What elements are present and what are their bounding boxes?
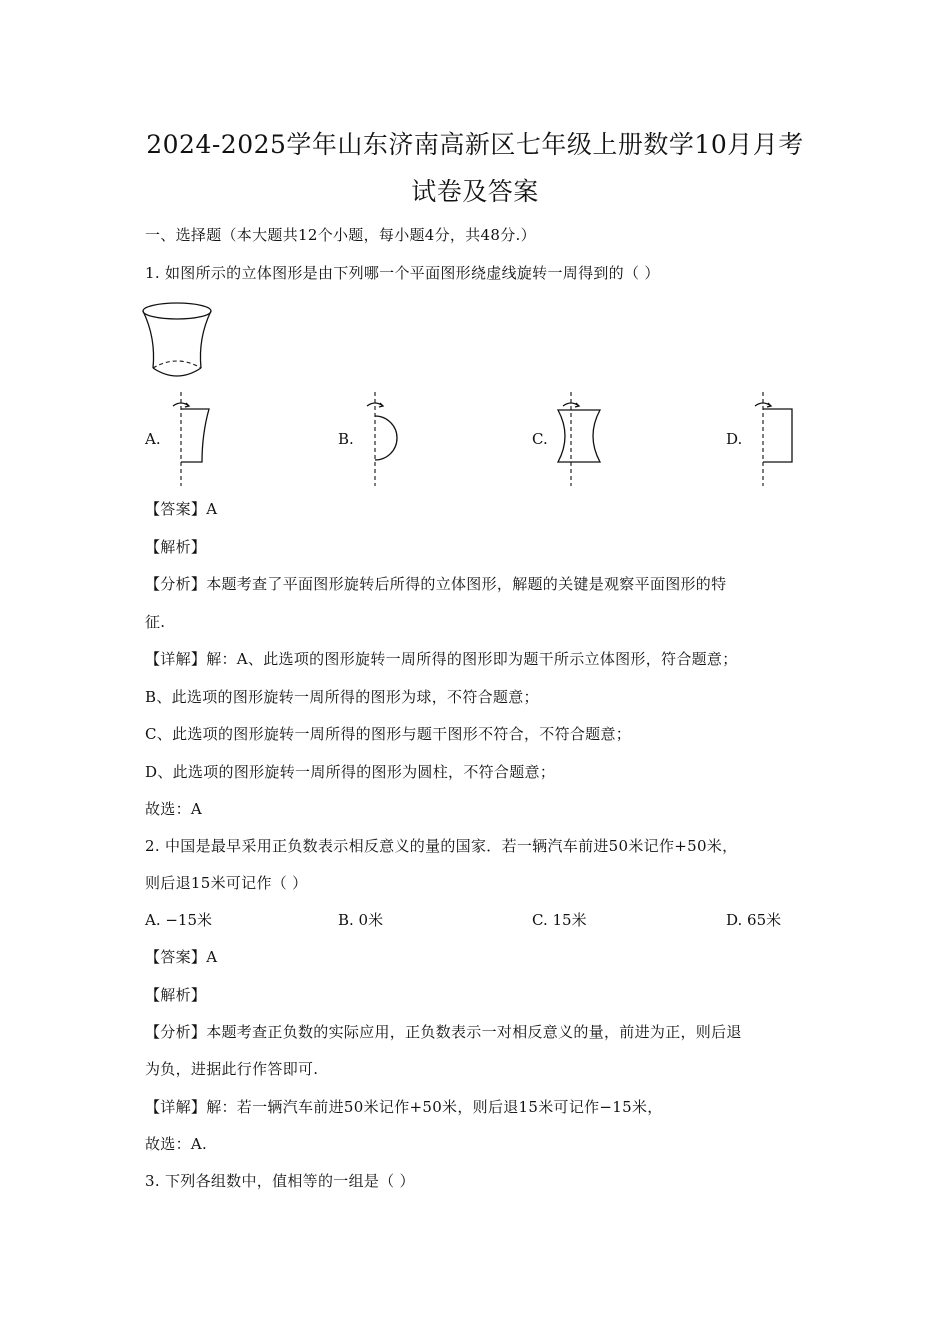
q1-analysis-line2: 征. xyxy=(145,613,166,631)
q2-analysis-line1: 【分析】本题考查正负数的实际应用，正负数表示一对相反意义的量，前进为正，则后退 xyxy=(145,1023,742,1041)
q2-option-d: D. 65米 xyxy=(726,911,782,929)
option-d-figure xyxy=(750,392,800,488)
q2-analysis-line2: 为负，进据此行作答即可. xyxy=(145,1060,319,1078)
q1-analysis-line1: 【分析】本题考查了平面图形旋转后所得的立体图形，解题的关键是观察平面图形的特 xyxy=(145,575,727,593)
question-2-stem-line2: 则后退15米可记作（ ） xyxy=(145,874,308,892)
question-1-stem: 1. 如图所示的立体图形是由下列哪一个平面图形绕虚线旋转一周得到的（ ） xyxy=(145,264,660,282)
q2-analysis-label: 【解析】 xyxy=(145,986,207,1004)
q1-detail-4: D、此选项的图形旋转一周所得的图形为圆柱，不符合题意； xyxy=(145,763,556,781)
q2-answer: 【答案】A xyxy=(145,948,218,966)
section-heading: 一、选择题（本大题共12个小题，每小题4分，共48分.） xyxy=(145,226,536,244)
option-b-figure xyxy=(362,392,412,488)
q1-analysis-label: 【解析】 xyxy=(145,538,207,556)
q1-conclusion: 故选：A xyxy=(145,800,203,818)
document-title-line1: 2024-2025学年山东济南高新区七年级上册数学10月月考 xyxy=(146,130,804,159)
q2-option-a: A. −15米 xyxy=(145,911,213,929)
q2-option-b: B. 0米 xyxy=(338,911,384,929)
document-title-line2: 试卷及答案 xyxy=(411,177,539,206)
q1-detail-3: C、此选项的图形旋转一周所得的图形与题干图形不符合，不符合题意； xyxy=(145,725,632,743)
option-c-figure xyxy=(556,392,616,488)
q1-answer: 【答案】A xyxy=(145,500,218,518)
question-3-stem: 3. 下列各组数中，值相等的一组是（ ） xyxy=(145,1172,415,1190)
q2-detail: 【详解】解：若一辆汽车前进50米记作+50米，则后退15米可记作−15米， xyxy=(145,1098,663,1116)
q1-detail-2: B、此选项的图形旋转一周所得的图形为球，不符合题意； xyxy=(145,688,539,706)
q1-option-b-label: B. xyxy=(338,430,354,448)
q2-conclusion: 故选：A. xyxy=(145,1135,208,1153)
q1-option-c-label: C. xyxy=(532,430,548,448)
q1-detail-1: 【详解】解：A、此选项的图形旋转一周所得的图形即为题干所示立体图形，符合题意； xyxy=(145,650,738,668)
question-2-stem-line1: 2. 中国是最早采用正负数表示相反意义的量的国家．若一辆汽车前进50米记作+50米， xyxy=(145,837,738,855)
q2-option-c: C. 15米 xyxy=(532,911,587,929)
vase-solid-figure xyxy=(140,298,220,382)
q1-option-a-label: A. xyxy=(145,430,161,448)
q1-option-d-label: D. xyxy=(726,430,743,448)
option-a-figure xyxy=(168,392,218,488)
